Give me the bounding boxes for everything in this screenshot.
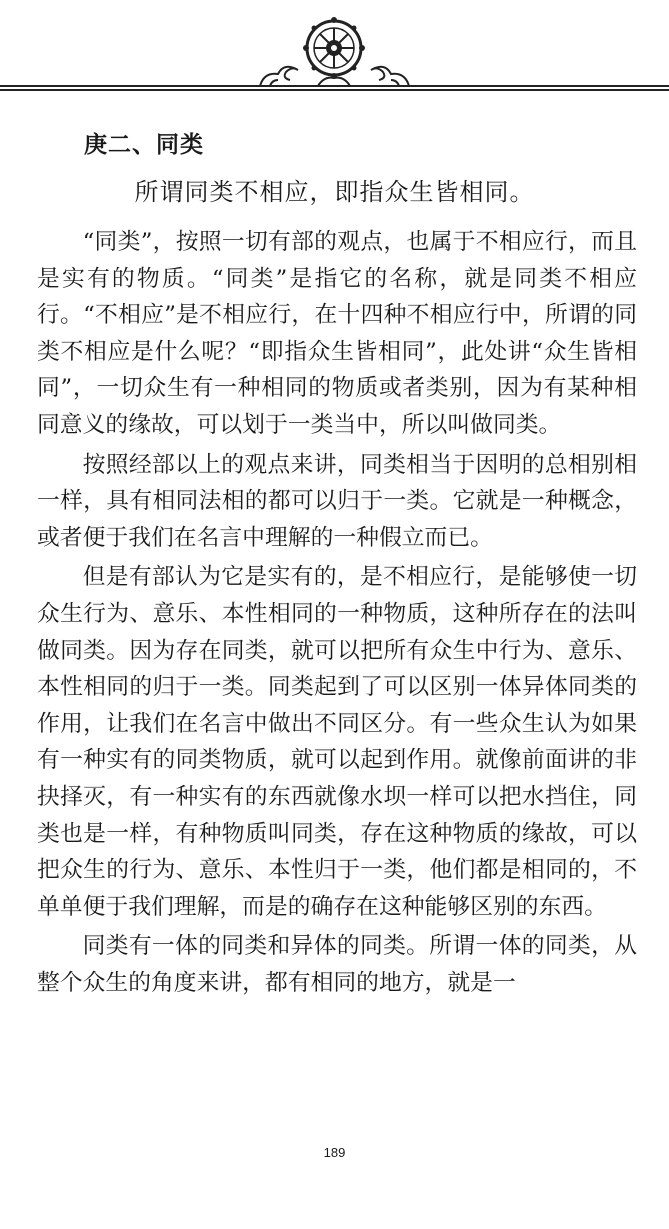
header-ornament <box>0 0 669 100</box>
dharma-wheel-icon <box>303 17 365 79</box>
paragraph: 同类有一体的同类和异体的同类。所谓一体的同类，从整个众生的角度来讲，都有相同的地方，就是一 <box>37 933 637 996</box>
verse-line: 所谓同类不相应，即指众生皆相同。 <box>134 178 535 206</box>
paragraph: 按照经部以上的观点来讲，同类相当于因明的总相别相一样，具有相同法相的都可以归于一类。它就是一种概念，或者便于我们在名言中理解的一种假立而已。 <box>37 451 637 551</box>
page-number: 189 <box>323 1145 346 1160</box>
paragraph: 但是有部认为它是实有的，是不相应行，是能够使一切众生行为、意乐、本性相同的一种物质，这种所存在的法叫做同类。因为存在同类，就可以把所有众生中行为、意乐、本性相同的归于一类。同类起到了可以区别一体异体同类的作用，让我们在名言中做出不同区分。有一些众生认为如果有一种实有的同类物质，就可以起到作用。就像前面讲的非抉择灭，有一种实有的东西就像水坝一样可以把水挡住，同类也是一样，有种物质叫同类，存在这种物质的缘故，可以把众生的行为、意乐、本性归于一类，他们都是相同的，不单单便于我们理解，而是的确存在这种能够区别的东西。 <box>37 564 637 920</box>
paragraph: “同类”，按照一切有部的观点，也属于不相应行，而且是实有的物质。“同类”是指它的名称，就是同类不相应行。“不相应”是不相应行，在十四种不相应行中，所谓的同类不相应是什么呢？“即指众生皆相同”，此处讲“众生皆相同”，一切众生有一种相同的物质或者类别，因为有某种相同意义的缘故，可以划于一类当中，所以叫做同类。 <box>37 229 637 438</box>
section-heading: 庚二、同类 <box>84 132 204 158</box>
body-text <box>37 224 637 1001</box>
